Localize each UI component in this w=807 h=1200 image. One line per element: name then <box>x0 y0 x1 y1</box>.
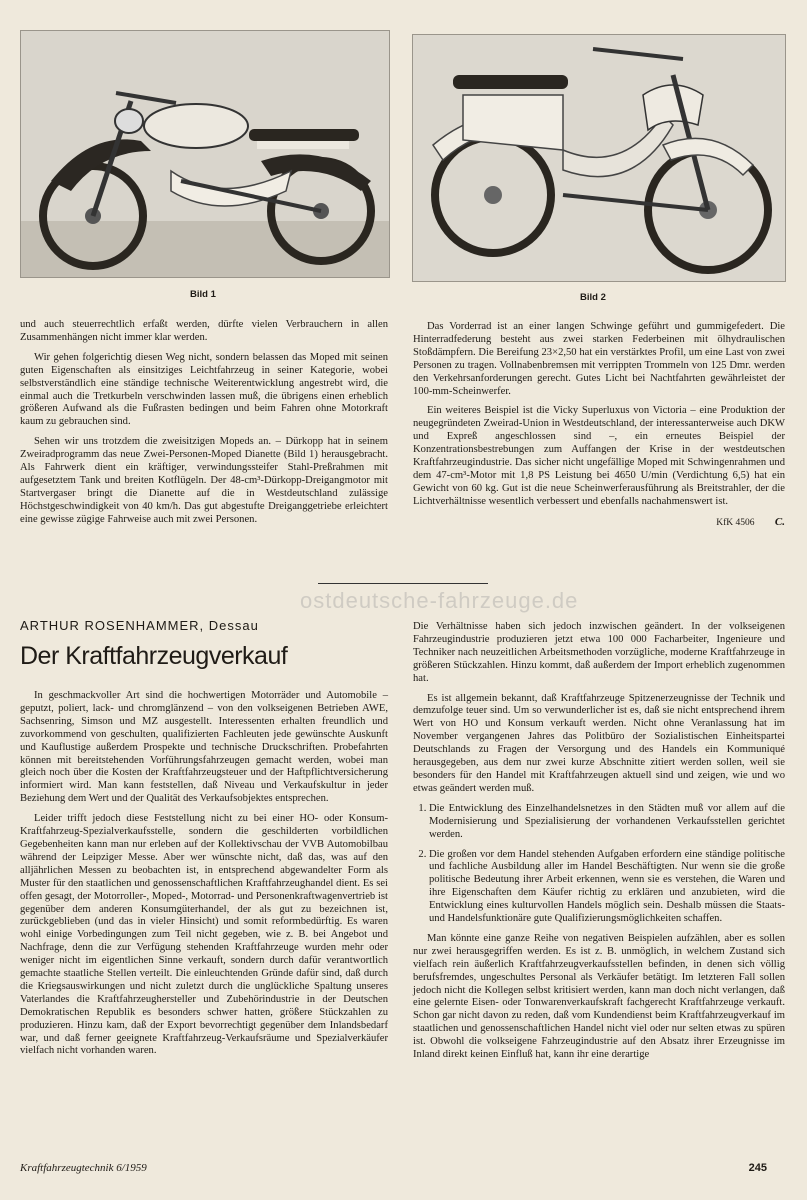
quote-list-item: 1. Die Entwicklung des Einzelhandelsnetzes in den Städten muß vor allem auf die Modernisierung und Spezialisierung der vorhandenen Verkaufsstellen gerichtet werden. <box>429 803 785 842</box>
section-divider <box>318 583 488 584</box>
moped-vicky-superluxus-image <box>413 35 785 281</box>
page-number: 245 <box>748 1162 767 1174</box>
article1-signature-line <box>413 516 785 530</box>
figure-1-photo <box>20 30 390 278</box>
article2-left-column <box>20 690 388 1065</box>
article1-right-column <box>413 321 785 530</box>
article1-signature: C. <box>774 515 785 528</box>
article2-right-column <box>413 621 785 1069</box>
figure-2-photo <box>412 34 786 282</box>
article2-left-paragraph: In geschmackvoller Art sind die hochwertigen Motorräder und Automobile – geputzt, poliert, lack- und chromglänzend – von den volkseigenen Betrieben AWE, Sachsenring, Simson und MZ ausgestellt. Interessenten erhalten freundlich und zuvorkommend von geschulten, qualifizierten Fachleuten jede gewünschte Auskunft und Kauflustige außerdem Prospekte und technische Druckschriften. Probefahrten können mit bereitstehenden Vorführungsfahrzeugen gemacht werden, wobei man gleich noch über die Kosten der Kraftfahrzeugsteuer und der Haftpflichtversicherung informiert wird. Man kann feststellen, daß Niveau und Verkaufskultur in jeder Beziehung dem Wert und der Qualität des Verkaufsobjektes entsprechen. <box>20 690 388 805</box>
article2-right-paragraph: Man könnte eine ganze Reihe von negativen Beispielen aufzählen, aber es sollen nur zwei herausgegriffen werden. Es ist z. B. unmöglich, in welchem Zustand sich vielfach rein äußerlich Kraftfahrzeugverkaufsstellen befinden, in denen sich völlig berufsfremdes, ungeschultes Personal als Verkäufer betätigt. Im letzteren Fall sollen jedoch nicht die Kollegen selbst kritisiert werden, kann man doch nicht verlangen, daß eine gelernte Eisen- oder Tonwarenverkaufskraft fachgerecht Kraftfahrzeuge verkauft. Schon gar nicht davon zu reden, daß vom Kundendienst beim Kraftfahrzeugverkauf im staatlichen und genossenschaftlichen Handel nicht viel oder nur selten etwas zu spüren ist. Obwohl die volkseigene Fahrzeugindustrie auf den Absatz ihrer Erzeugnisse im Inland direkt keinen Einfluß hat, kann ihr eine derartige <box>413 932 785 1061</box>
article1-left-paragraph: und auch steuerrechtlich erfaßt werden, dürfte vielen Verbrauchern in allen Zusammenhängen nicht immer klar werden. <box>20 319 388 343</box>
article2-author: ARTHUR ROSENHAMMER, Dessau <box>20 618 259 633</box>
article2-left-paragraph: Leider trifft jedoch diese Feststellung nicht zu bei einer HO- oder Konsum-Kraftfahrzeug-Spezialverkaufsstelle, sondern die geschilderten vorbildlichen Gegebenheiten kann man nur erleben auf der Kollektivschau der VVB Automobilbau während der Leipziger Messe. Aber wer wünschte nicht, daß das, was auf den alljährlichen Messen zu beobachten ist, in entsprechend abgewandelter Form als Muster für den staatlichen und genossenschaftlichen Kraftfahrzeughandel dient. Es sei offen gesagt, der Motorroller-, Moped-, Motorrad- und Personenkraftwagenvertrieb ist gegenüber dem anderen Konsumgüterhandel, der als gut zu bezeichnen ist, zurückgeblieben (und das in vieler Hinsicht) und somit reformbedürftig. Es waren wohl einige Vorbedingungen zum Teil nicht gegeben, wie z. B. bei Angebot und Nachfrage, denn die zur Verfügung stehenden Kraftfahrzeuge wurden mehr oder weniger nicht im eigentlichen Sinne verkauft, sondern durch dafür verantwortlich gemachte staatliche Stellen verteilt. Die einleuchtenden Gründe dafür sind, daß durch die Kriegsauswirkungen und nicht zuletzt durch die unglückliche Spaltung unseres Vaterlandes die Kraftfahrzeughersteller und Zubehörindustrie in der Deutschen Demokratischen Republik es besonders schwer hatten, größere Stückzahlen zu produzieren. Hinzu kam, daß der Export bevorrechtigt gegenüber dem Inlandsbedarf war, und daß ferner geeignete Kraftfahrzeug-Verkaufsräume und Spezialverkäufer vielfach nicht vorhanden waren. <box>20 813 388 1057</box>
journal-footer: Kraftfahrzeugtechnik 6/1959 <box>20 1162 147 1174</box>
article2-right-paragraph: Es ist allgemein bekannt, daß Kraftfahrzeuge Spitzenerzeugnisse der Technik und demzufolge teuer sind. Um so verwunderlicher ist es, daß sie nicht entsprechend ihrem Wert von HO und Konsum verkauft werden. Nicht ohne Veranlassung hat im November vergangenen Jahres das Politbüro der Sozialistischen Einheitspartei Deutschlands zu Fragen der Versorgung und des Handels ein Kommuniqué herausgegeben, aus dem nur zwei kurze Abschnitte zitiert werden sollen, weil sie besonders für den Handel mit Kraftfahrzeugen aktuell sind und zeigen, wie und wo etwas geändert werden muß. <box>413 692 785 794</box>
article1-right-paragraph: Das Vorderrad ist an einer langen Schwinge geführt und gummigefedert. Die Hinterradfederung besteht aus zwei starken Federbeinen mit ölhydraulischen Stoßdämpfern. Die Bereifung 23×2,50 hat ein verstärktes Profil, um eine Last von zwei Personen zu tragen. Vollnabenbremsen mit verrippten Trommeln von 125 Dmr. werden den Verkehrsanforderungen gerecht. Gutes Licht bei Nachtfahrten gewährleistet der 100-mm-Scheinwerfer. <box>413 321 785 397</box>
article1-right-paragraph: Ein weiteres Beispiel ist die Vicky Superluxus von Victoria – eine Produktion der neugegründeten Zweirad-Union in Westdeutschland, der interessanterweise auch DKW und Expreß angeschlossen sind –, ein erneutes Beispiel der Konzentrationsbestrebungen zum Auffangen der Krise in der westdeutschen Kraftfahrzeugindustrie. Das sicher nicht ungefällige Moped mit Schwingenrahmen und dem 47-cm³-Motor mit 1,8 PS Leistung bei 4650 U/min (Verdichtung 6,5) hat ein Gewicht von 60 kg. Gut ist die neue Scheinwerferausführung als Breitstrahler, der die Lichtverhältnisse wesentlich verbessert und ebenfalls nachahmenswert ist. <box>413 405 785 507</box>
article1-left-paragraph: Wir gehen folgerichtig diesen Weg nicht, sondern belassen das Moped mit seinen guten Eigenschaften als einsitziges Leichtfahrzeug in seiner Kategorie, wobei selbstverständlich eine ständige technische Weiterentwicklung angestrebt wird, die einmal auch die Tretkurbeln verschwinden lassen muß, die übrigens einen erheblich größeren Aufwand als die Fußrasten bedingen und beim Fahren ohne Motorkraft kaum zu gebrauchen sind. <box>20 351 388 428</box>
article1-left-paragraph: Sehen wir uns trotzdem die zweisitzigen Mopeds an. – Dürkopp hat in seinem Zweiradprogramm das neue Zwei-Personen-Moped Dianette (Bild 1) herausgebracht. Als Fahrwerk dient ein kräftiger, verwindungssteifer Stahl-Preßrahmen mit aufgesetztem Tank und breiten Kotflügeln. Der 48-cm³-Dürkopp-Dreigangmotor mit Startvergaser bringt die Dianette auf die in Westdeutschland zulässige Höchstgeschwindigkeit von 40 km/h. Das gut abgestufte Dreiganggetriebe erleichtert eine gewisse zügige Fahrweise auch mit zwei Personen. <box>20 436 388 525</box>
watermark: ostdeutsche-fahrzeuge.de <box>300 588 579 613</box>
figure-1-caption: Bild 1 <box>190 289 216 300</box>
moped-dianette-image <box>21 31 389 277</box>
article2-right-paragraph: Die Verhältnisse haben sich jedoch inzwischen geändert. In der volkseigenen Fahrzeugindustrie produzieren jetzt etwa 100 000 Facharbeiter, Ingenieure und Techniker nach neuzeitlichen Arbeitsmethoden vorzügliche, moderne Kraftfahrzeuge in größeren Stückzahlen. Hinzu kommt, daß außerdem der Import erheblich zugenommen hat. <box>413 621 785 684</box>
quote-list-item: 2. Die großen vor dem Handel stehenden Aufgaben erfordern eine ständige politische und fachliche Ausbildung aller im Handel Beschäftigten. Nur wenn sie die große politische Bedeutung ihrer Arbeit erkennen, wenn sie es verstehen, die Waren und ihre Eigenschaften dem Käufer richtig zu erklären und anzubieten, wird die Entwicklung eines kulturvollen Handels möglich sein. Deshalb müssen die Staats- und Handelsfunktionäre gute Qualifizierungsmöglichkeiten schaffen. <box>429 849 785 926</box>
figure-2-caption: Bild 2 <box>580 292 606 303</box>
article1-reference: KfK 4506 <box>716 517 755 528</box>
article1-left-column <box>20 319 388 534</box>
article2-title: Der Kraftfahrzeugverkauf <box>20 642 288 670</box>
politbuero-quote-list <box>413 803 785 926</box>
